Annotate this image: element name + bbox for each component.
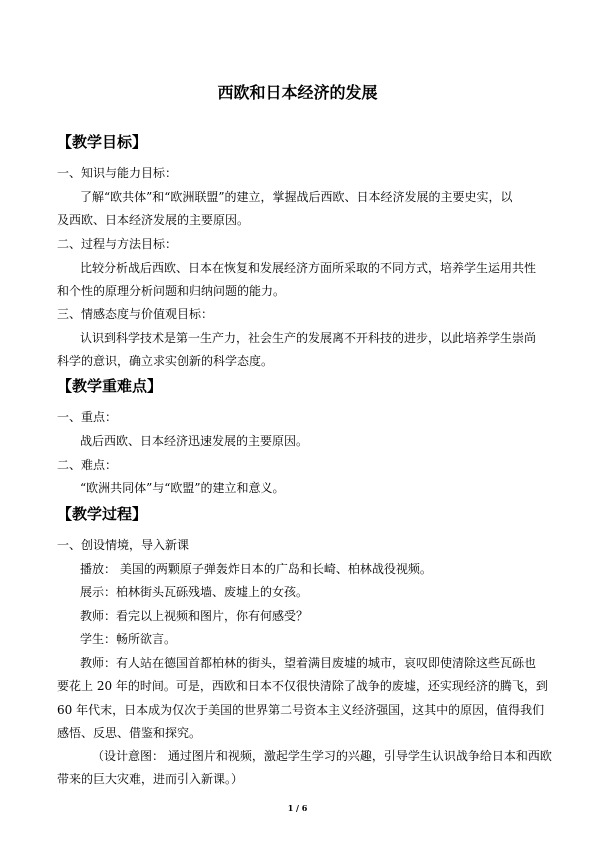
- process-line: 60 年代末，日本成为仅次于美国的世界第二号资本主义经济强国，这其中的原因，值得我们: [57, 703, 545, 717]
- objective-text-line: 和个性的原理分析问题和归纳问题的能力。: [57, 284, 286, 298]
- page-number: 1 / 6: [287, 803, 308, 813]
- key-point-text: “欧洲共同体”与“欧盟”的建立和意义。: [80, 481, 285, 495]
- process-line: 展示：柏林街头瓦砾残墙、废墟上的女孩。: [80, 585, 309, 599]
- process-line: 学生：畅所欲言。: [80, 632, 177, 646]
- objective-label-attitude: 三、情感态度与价值观目标：: [57, 307, 214, 321]
- objective-text-line: 科学的意识，确立求实创新的科学态度。: [57, 354, 274, 368]
- process-line: （设计意图： 通过图片和视频，激起学生学习的兴趣，引导学生认识战争给日本和西欧: [92, 749, 552, 763]
- objective-text-line: 及西欧、日本经济发展的主要原因。: [57, 213, 250, 227]
- process-line: 教师：有人站在德国首都柏林的街头，望着满目废墟的城市，哀叹即使清除这些瓦砾也: [80, 656, 537, 670]
- process-line: 教师：看完以上视频和图片，你有何感受？: [80, 609, 309, 623]
- process-intro-label: 一、创设情境，导入新课: [57, 538, 190, 552]
- process-line: 要花上 20 年的时间。可是，西欧和日本不仅很快清除了战争的废墟，还实现经济的腾飞，到: [57, 679, 548, 693]
- objective-label-process: 二、过程与方法目标：: [57, 237, 178, 251]
- objective-text-line: 了解“欧共体”和“欧洲联盟”的建立，掌握战后西欧、日本经济发展的主要史实，以: [80, 190, 513, 204]
- objective-label-knowledge: 一、知识与能力目标：: [57, 166, 178, 180]
- objective-text-line: 认识到科学技术是第一生产力，社会生产的发展离不开科技的进步，以此培养学生崇尚: [80, 331, 537, 345]
- key-point-label-focus: 一、重点：: [57, 410, 118, 424]
- objective-text-line: 比较分析战后西欧、日本在恢复和发展经济方面所采取的不同方式，培养学生运用共性: [80, 261, 537, 275]
- section-heading-process: 【教学过程】: [57, 505, 148, 523]
- key-point-text: 战后西欧、日本经济迅速发展的主要原因。: [80, 434, 309, 448]
- process-line: 带来的巨大灾难，进而引入新课。）: [57, 772, 244, 786]
- document-title: 西欧和日本经济的发展: [217, 83, 378, 102]
- section-heading-key-points: 【教学重难点】: [57, 377, 163, 395]
- process-line: 播放： 美国的两颗原子弹轰炸日本的广岛和长崎、柏林战役视频。: [80, 562, 432, 576]
- key-point-label-difficulty: 二、难点：: [57, 458, 118, 472]
- process-line: 感悟、反思、借鉴和探究。: [57, 726, 202, 740]
- section-heading-objectives: 【教学目标】: [57, 133, 148, 151]
